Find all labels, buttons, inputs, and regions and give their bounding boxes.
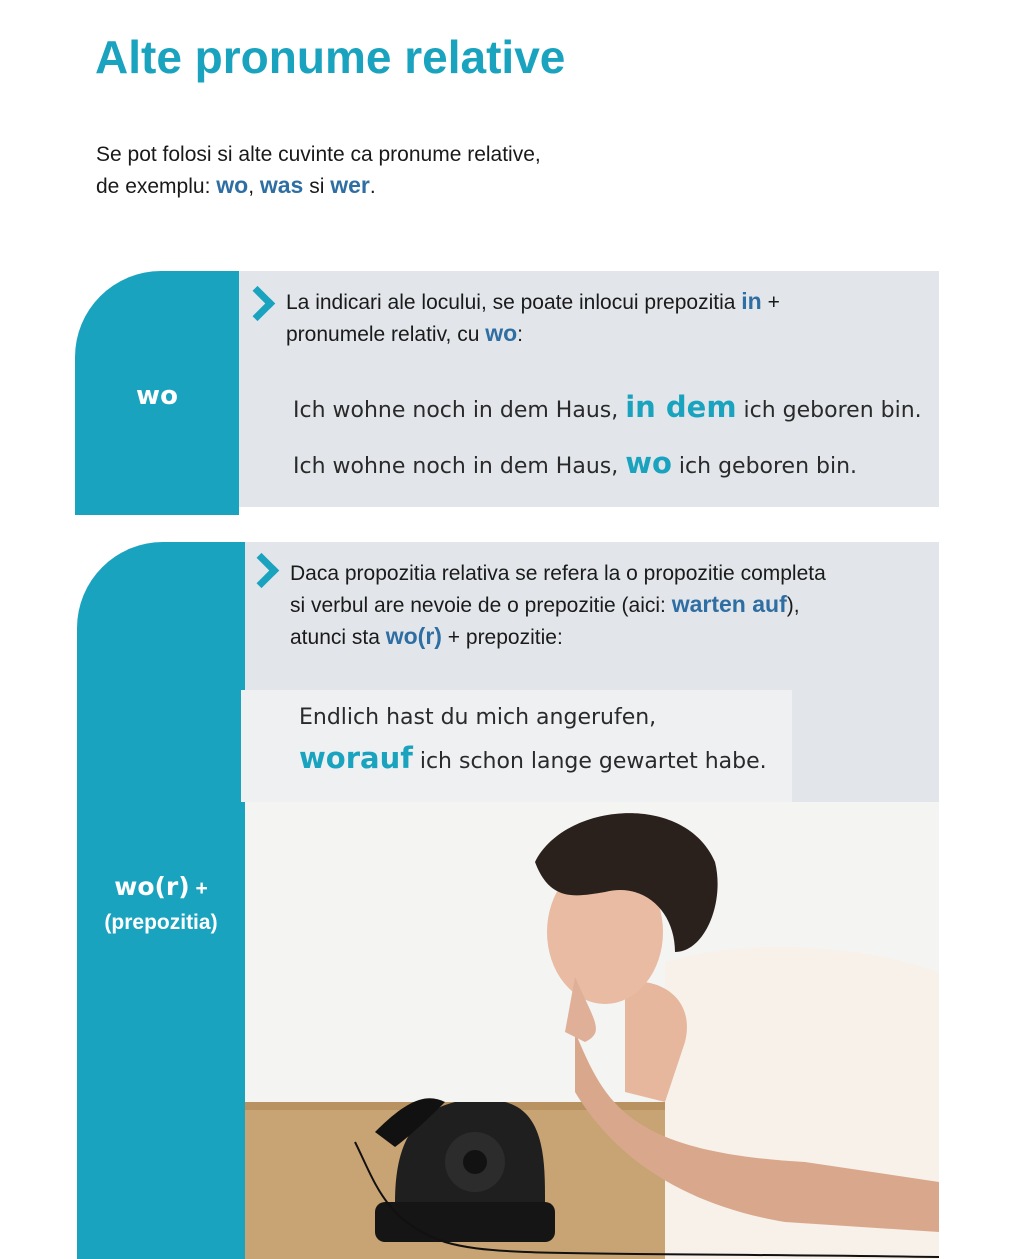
example-wor-line-2 [299,741,767,775]
rule-wor-line-2a: si verbul are nevoie de o prepozitie (aici: [290,594,672,617]
page-title: Alte pronume relative [95,31,566,83]
intro-text [96,140,541,202]
section-wor-tab [77,542,245,1259]
example-wo-2-pre: Ich wohne noch in dem Haus, [293,454,626,479]
intro-sep-1: , [248,175,260,198]
keyword-warten-auf: warten auf [671,591,787,617]
intro-prefix: de exemplu: [96,175,217,198]
example-wor-line-1: Endlich hast du mich angerufen, [299,705,657,730]
example-wo-1-keyword: in dem [625,390,737,424]
rule-wo-text-c: pronumele relativ, cu [286,323,486,346]
tab-label-sub: (prepozitia) [104,911,218,934]
rule-wor-line-1: Daca propozitia relativa se refera la o propozitie completa [290,562,826,585]
rule-wo-text-d: : [517,323,523,346]
keyword-wo: wo [216,172,249,198]
example-wo-1-post: ich geboren bin. [736,398,922,423]
example-wo-2 [293,446,857,480]
rule-wor-line-3a: atunci sta [290,626,386,649]
rule-wo-text-a: La indicari ale locului, se poate inlocui prepozitia [286,291,742,314]
keyword-wo-rule: wo [485,320,518,346]
intro-end: . [369,175,376,198]
keyword-in: in [741,288,762,314]
example-wo-2-keyword: wo [625,446,672,480]
intro-line-2 [96,170,541,202]
section-wo-tab [75,271,239,515]
keyword-was: was [259,172,304,198]
section-wor-rule [290,558,826,653]
tab-label-plus: + [189,877,208,900]
intro-line-1: Se pot folosi si alte cuvinte ca pronume relative, [96,143,541,166]
keyword-wor: wo(r) [385,623,442,649]
photo-illustration [245,802,939,1259]
photo-woman-waiting-by-phone [245,802,939,1259]
rule-wor-line-2b: ), [786,594,800,617]
example-wor-keyword: worauf [299,741,413,775]
example-wor-post: ich schon lange gewartet habe. [412,749,767,774]
rule-wo-text-b: + [761,291,780,314]
tab-label-main: wo(r) [114,872,190,901]
section-wo-tab-label: wo [136,381,178,411]
example-wo-1 [293,390,922,424]
rule-wor-line-3b: + prepozitie: [441,626,563,649]
section-wor-tab-label [77,870,245,940]
example-wo-1-pre: Ich wohne noch in dem Haus, [293,398,626,423]
intro-sep-2: si [303,175,331,198]
example-wo-2-post: ich geboren bin. [671,454,858,479]
section-wo-rule [286,286,780,350]
keyword-wer: wer [330,172,370,198]
